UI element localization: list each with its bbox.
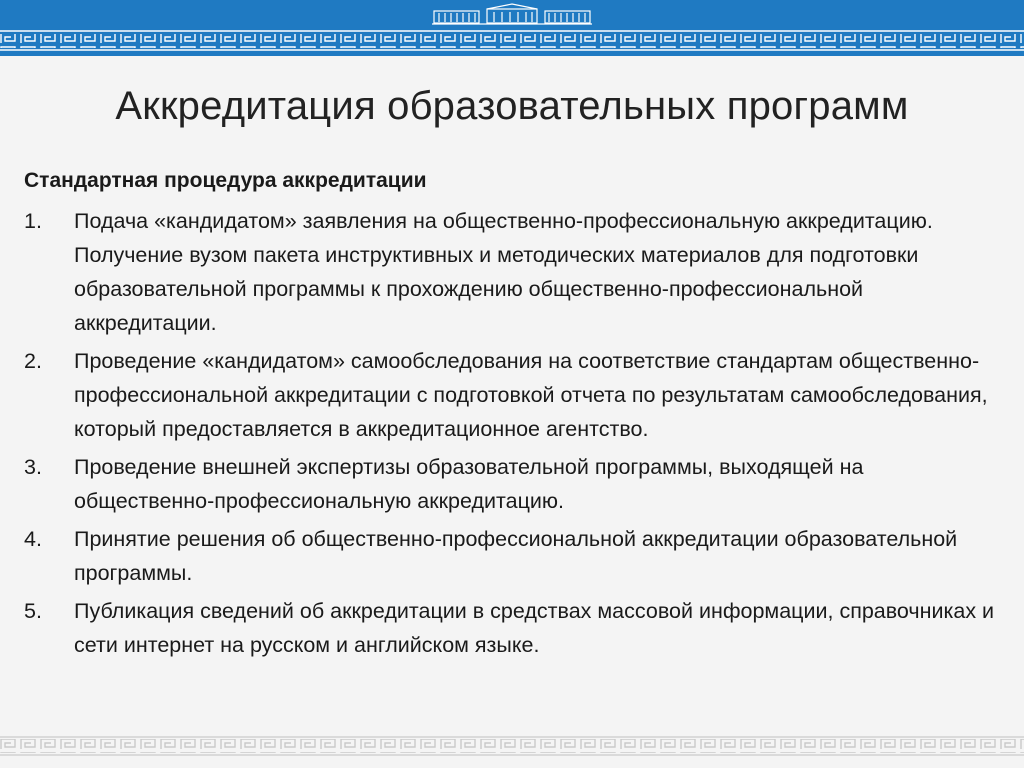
step-text: Подача «кандидатом» заявления на общественно-профессиональную аккредитацию. Получение вузом пакета инструктивных и методических материалов для подготовки образовательной программы к прохождению общественно-профессиональной аккредитации. — [74, 209, 933, 335]
step-number: 3. — [24, 455, 42, 479]
procedure-step — [24, 594, 1009, 662]
step-number: 5. — [24, 599, 42, 623]
step-text: Публикация сведений об аккредитации в средствах массовой информации, справочниках и сети интернет на русском и английском языке. — [74, 599, 995, 657]
procedure-step — [24, 204, 1009, 340]
step-number: 1. — [24, 209, 42, 233]
step-text: Принятие решения об общественно-профессиональной аккредитации образовательной программы. — [74, 527, 958, 585]
slide-content — [24, 166, 1009, 666]
slide-title: Аккредитация образовательных программ — [115, 84, 909, 128]
step-number: 4. — [24, 527, 42, 551]
procedure-step — [24, 522, 1009, 590]
greek-key-pattern — [0, 30, 1024, 52]
header-band — [0, 0, 1024, 56]
step-number: 2. — [24, 349, 42, 373]
building-logo-icon — [432, 3, 592, 25]
step-text: Проведение внешней экспертизы образовательной программы, выходящей на общественно-профессиональную аккредитацию. — [74, 455, 864, 513]
procedure-step — [24, 450, 1009, 518]
procedure-subtitle: Стандартная процедура аккредитации — [24, 169, 427, 192]
step-text: Проведение «кандидатом» самообследования на соответствие стандартам общественно-профессиональной аккредитации с подготовкой отчета по результатам самообследования, который предоставляется в аккредитационное агентство. — [74, 349, 988, 441]
procedure-step — [24, 344, 1009, 446]
footer-greek-key-pattern — [0, 736, 1024, 756]
procedure-steps — [24, 204, 1009, 662]
